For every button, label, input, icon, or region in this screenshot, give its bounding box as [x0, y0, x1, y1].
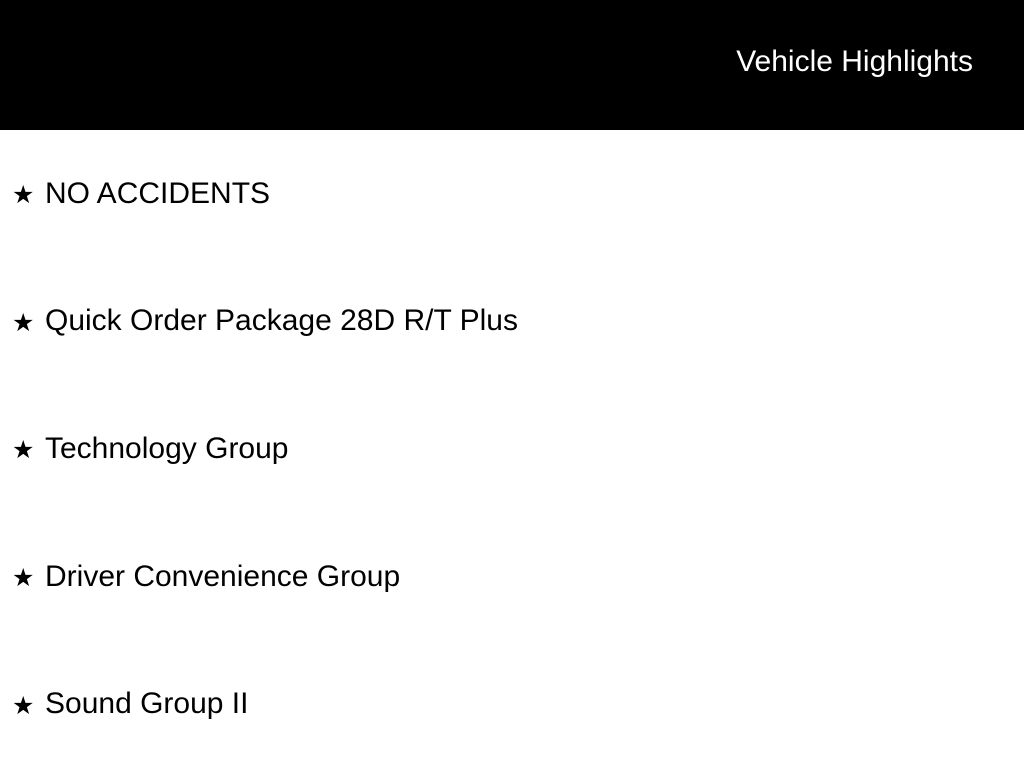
header-bar — [0, 0, 1024, 130]
star-icon: ★ — [12, 691, 35, 720]
highlight-item — [0, 640, 1024, 768]
highlight-item — [0, 258, 1024, 386]
highlight-list — [0, 130, 1024, 768]
highlight-label: Technology Group — [45, 431, 289, 465]
highlight-item — [0, 513, 1024, 641]
highlight-label: NO ACCIDENTS — [45, 176, 271, 210]
highlight-label: Quick Order Package 28D R/T Plus — [45, 304, 518, 338]
highlight-item — [0, 130, 1024, 258]
highlight-item — [0, 385, 1024, 513]
highlight-label: Sound Group II — [45, 687, 249, 721]
star-icon: ★ — [12, 308, 35, 337]
page-title: Vehicle Highlights — [736, 45, 973, 78]
star-icon: ★ — [12, 181, 35, 210]
highlight-label: Driver Convenience Group — [45, 559, 401, 593]
star-icon: ★ — [12, 436, 35, 465]
star-icon: ★ — [12, 564, 35, 593]
